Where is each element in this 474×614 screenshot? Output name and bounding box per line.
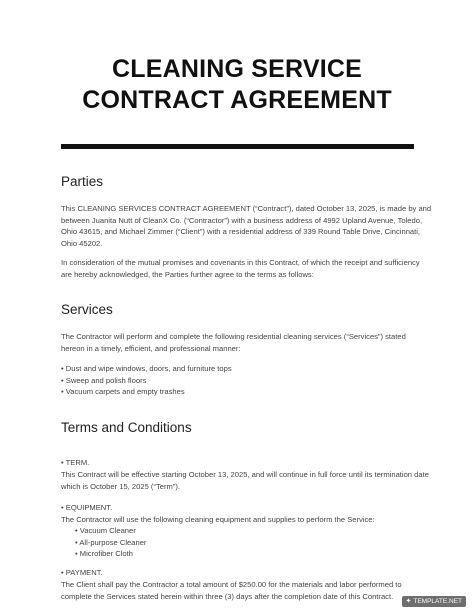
parties-paragraph-2 bbox=[61, 257, 421, 280]
text-line: The Contractor will perform and complete the following residential cleaning services (“Services”) stated bbox=[61, 332, 406, 341]
list-item: • Vacuum Cleaner bbox=[75, 526, 136, 535]
title-divider bbox=[61, 144, 414, 149]
title-line-1: CLEANING SERVICE bbox=[111, 55, 362, 83]
list-item: • Sweep and polish floors bbox=[61, 375, 147, 385]
payment-paragraph bbox=[61, 579, 421, 602]
text-line: This Contract will be effective starting October 13, 2025, and will continue in full force until its termination date bbox=[61, 470, 429, 479]
section-heading-parties: Parties bbox=[61, 174, 104, 189]
term-paragraph bbox=[61, 469, 429, 492]
equipment-list bbox=[61, 525, 435, 560]
text-line: hereon in a timely, efficient, and professional manner: bbox=[61, 343, 241, 353]
text-line: The Client shall pay the Contractor a total amount of $250.00 for the materials and labor performed to bbox=[61, 580, 402, 589]
list-item: • All-purpose Cleaner bbox=[75, 537, 147, 547]
text-line: complete the Services stated herein within three (3) days after the completion date of this Contract. bbox=[61, 591, 394, 601]
text-line: In consideration of the mutual promises and covenants in this Contract, of which the receipt and sufficiency bbox=[61, 258, 420, 267]
section-heading-services: Services bbox=[61, 302, 113, 317]
watermark-badge bbox=[402, 596, 466, 607]
document-title bbox=[0, 54, 474, 116]
payment-label: • PAYMENT. bbox=[61, 568, 103, 577]
text-line: are hereby acknowledged, the Parties further agree to the terms as follows: bbox=[61, 269, 314, 279]
equipment-label: • EQUIPMENT. bbox=[61, 503, 113, 512]
text-line: This CLEANING SERVICES CONTRACT AGREEMENT (“Contract”), dated October 13, 2025, is made by and bbox=[61, 204, 432, 213]
title-line-2: CONTRACT AGREEMENT bbox=[82, 86, 392, 114]
services-list bbox=[61, 363, 421, 398]
text-line: between Juanita Nutt of CleanX Co. (“Contractor”) with a business address of 4992 Upland Avenue, Toledo, bbox=[61, 215, 423, 225]
list-item: • Vacuum carpets and empty trashes bbox=[61, 387, 185, 397]
text-line: Ohio 45202. bbox=[61, 238, 103, 248]
template-logo-icon: ✦ bbox=[405, 598, 412, 605]
text-line: which is October 15, 2025 (“Term”). bbox=[61, 481, 181, 491]
list-item: • Microfiber Cloth bbox=[75, 549, 133, 559]
term-label: • TERM. bbox=[61, 458, 90, 467]
equipment-paragraph: The Contractor will use the following cleaning equipment and supplies to perform the Service: bbox=[61, 515, 375, 524]
parties-paragraph-1 bbox=[61, 203, 432, 249]
watermark-text: TEMPLATE.NET bbox=[413, 598, 462, 605]
list-item: • Dust and wipe windows, doors, and furniture tops bbox=[61, 364, 232, 373]
section-heading-terms: Terms and Conditions bbox=[61, 420, 192, 435]
text-line: Ohio 43615, and Michael Zimmer (“Client”) with a residential address of 339 Round Table Drive, Cincinnati, bbox=[61, 227, 421, 237]
services-paragraph bbox=[61, 331, 421, 354]
